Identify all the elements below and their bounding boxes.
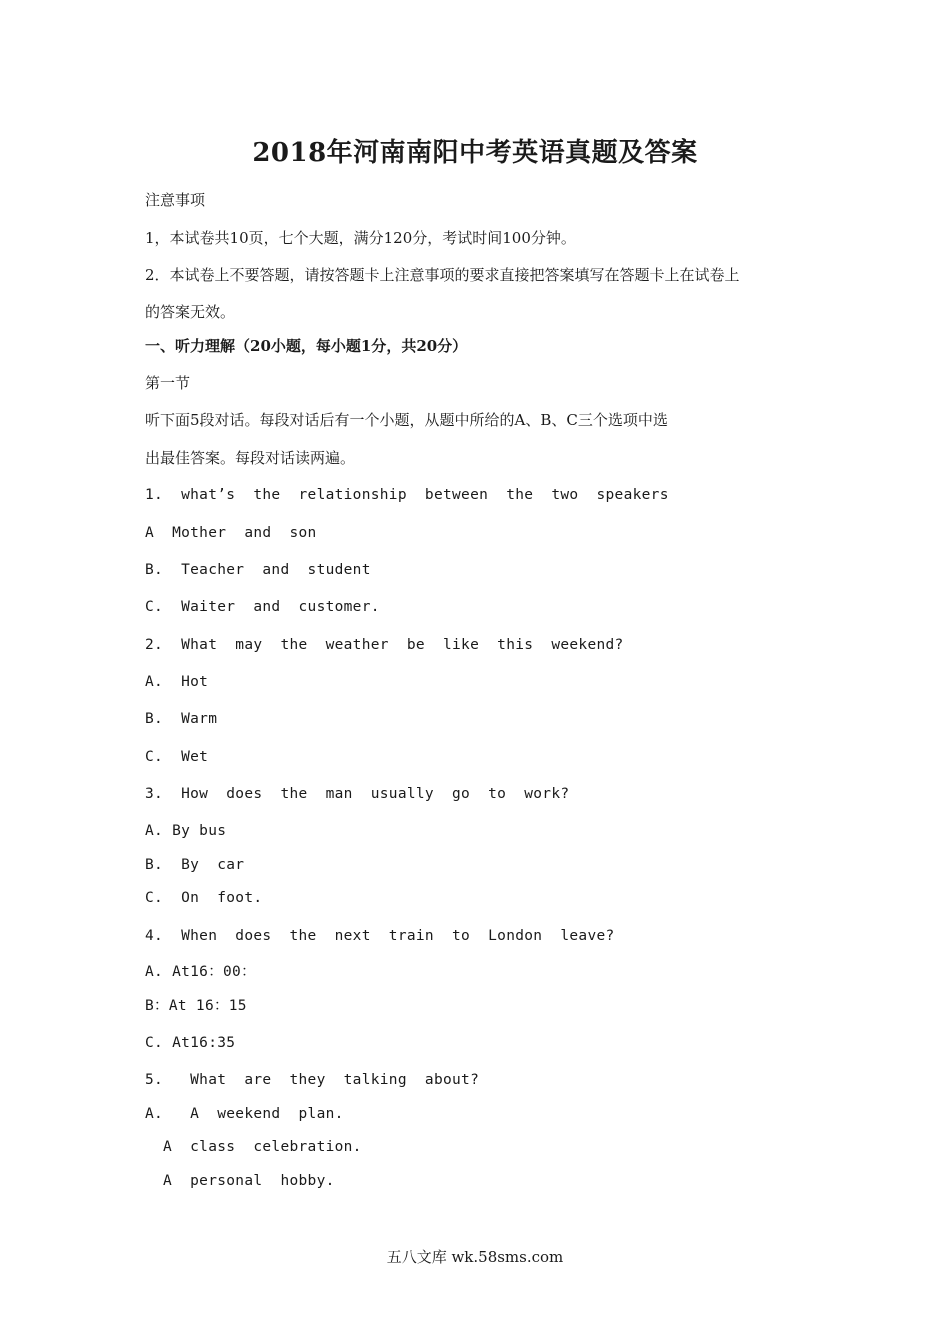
question-3-option-b: B. By car	[145, 857, 245, 873]
question-1-option-a: A Mother and son	[145, 525, 317, 541]
question-3-option-a: A. By bus	[145, 823, 227, 839]
question-5-stem: 5. What are they talking about?	[145, 1072, 480, 1088]
question-2-option-a: A. Hot	[145, 674, 209, 690]
question-4-option-b: B：At 16：15	[145, 998, 247, 1014]
question-5-option-b: A class celebration.	[145, 1139, 362, 1155]
notes-item-2-line-2: 的答案无效。	[145, 303, 236, 321]
question-5-option-a: A. A weekend plan.	[145, 1106, 344, 1122]
instructions-line-2: 出最佳答案。每段对话读两遍。	[145, 449, 356, 467]
question-2-option-c: C. Wet	[145, 749, 209, 765]
question-1-stem: 1. what’s the relationship between the two speakers	[145, 487, 669, 503]
question-4-stem: 4. When does the next train to London leave?	[145, 928, 615, 944]
question-1-option-b: B. Teacher and student	[145, 562, 371, 578]
notes-heading: 注意事项	[145, 191, 206, 209]
question-4-option-a: A. At16：00：	[145, 964, 256, 980]
notes-item-1: 1，本试卷共10页，七个大题，满分120分，考试时间100分钟。	[145, 229, 576, 247]
question-3-stem: 3. How does the man usually go to work?	[145, 786, 570, 802]
question-5-option-c: A personal hobby.	[145, 1173, 335, 1189]
question-1-option-c: C. Waiter and customer.	[145, 599, 380, 615]
question-4-option-c: C. At16:35	[145, 1035, 236, 1051]
page-title: 2018年河南南阳中考英语真题及答案	[252, 138, 698, 168]
section-heading: 一、听力理解（20小题，每小题1分，共20分）	[145, 337, 468, 355]
section-part: 第一节	[145, 374, 191, 392]
page-footer: 五八文库 wk.58sms.com	[386, 1248, 564, 1266]
notes-item-2-line-1: 2．本试卷上不要答题，请按答题卡上注意事项的要求直接把答案填写在答题卡上在试卷上	[145, 266, 740, 284]
question-2-stem: 2. What may the weather be like this weekend?	[145, 637, 624, 653]
question-3-option-c: C. On foot.	[145, 890, 263, 906]
instructions-line-1: 听下面5段对话。每段对话后有一个小题，从题中所给的A、B、C三个选项中选	[145, 411, 668, 429]
question-2-option-b: B. Warm	[145, 711, 218, 727]
